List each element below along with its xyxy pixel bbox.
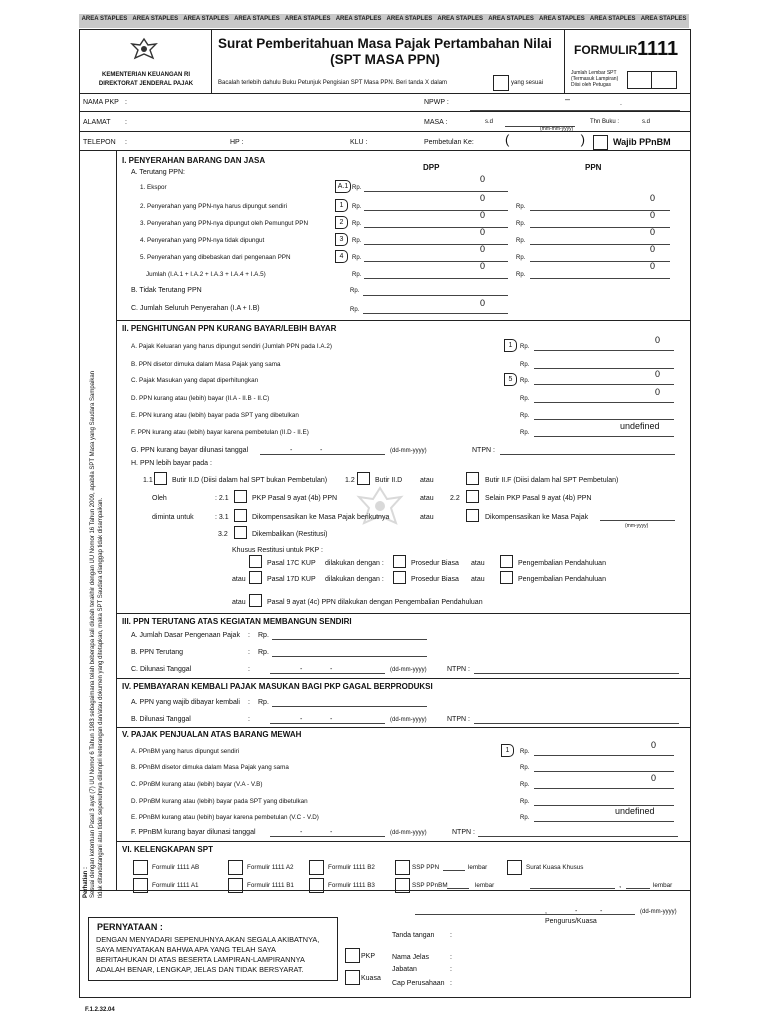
thn-buku-sd: s.d [642, 119, 651, 125]
s1-row-ppn-field[interactable] [530, 227, 670, 228]
s2-row-rp: Rp. [520, 378, 530, 384]
staples-labels [79, 16, 689, 26]
s6-lembar: lembar [475, 882, 495, 889]
footer-code: F.1.2.32.04 [85, 1007, 115, 1013]
staple-label: AREA STAPLES [488, 16, 534, 22]
s2-row-value: undefined [620, 421, 660, 431]
s4b-date[interactable] [270, 723, 385, 724]
s5-row-label: A. PPnBM yang harus dipungut sendiri [131, 748, 240, 755]
garuda-emblem-icon [130, 37, 158, 63]
s1-row-ppn-value: 0 [650, 193, 656, 203]
s6-extra-field[interactable] [530, 888, 615, 889]
c21-checkbox[interactable] [234, 490, 247, 503]
s2-row-label: C. Pajak Masukan yang dapat diperhitungkan [131, 377, 259, 384]
formulir-label: FORMULIR [574, 43, 638, 57]
wajib-ppnbm-checkbox[interactable] [593, 135, 608, 150]
s2-row-label: E. PPN kurang atau (lebih) bayar pada SPT yang dibetulkan [131, 412, 299, 419]
p9-checkbox[interactable] [249, 594, 262, 607]
watermark-emblem-icon [355, 484, 405, 534]
s6-label: Formulir 1111 B3 [328, 882, 375, 889]
s1c-field[interactable] [363, 313, 508, 314]
s1-row-dpp-field[interactable] [364, 227, 508, 228]
form-subtitle: (SPT MASA PPN) [330, 52, 440, 67]
s6-ssp-count[interactable] [443, 870, 465, 871]
s1-row-label: 1. Ekspor [140, 184, 167, 191]
s6-label: Formulir 1111 B1 [247, 882, 294, 889]
s2g-date[interactable] [260, 454, 385, 455]
s5-row-field[interactable] [534, 771, 674, 772]
c22-checkbox[interactable] [466, 490, 479, 503]
alamat-label: ALAMAT [83, 119, 111, 126]
s6-label: Formulir 1111 A2 [247, 864, 294, 871]
staple-label: AREA STAPLES [132, 16, 179, 22]
s1-row-ppn-value: 0 [650, 244, 656, 254]
s1-row-box: A.1 [335, 180, 351, 193]
alamat-field[interactable] [130, 113, 415, 127]
masa-label: MASA : [424, 119, 448, 126]
staple-label: AREA STAPLES [335, 16, 382, 22]
section-1-b: B. Tidak Terutang PPN [131, 287, 202, 294]
p17d-checkbox[interactable] [249, 571, 262, 584]
s6-label: Formulir 1111 A1 [152, 882, 199, 889]
s6-extra-comma: , [619, 880, 622, 889]
s1-row-rp-ppn: Rp. [516, 272, 526, 278]
staple-label: AREA STAPLES [437, 16, 484, 22]
s1-row-label: 4. Penyerahan yang PPN-nya tidak dipungut [140, 237, 265, 244]
s5-row-label: C. PPnBM kurang atau (lebih) bayar (V.A - V.B) [131, 781, 263, 788]
s1c-value: 0 [480, 298, 486, 308]
ppn-header: PPN [585, 163, 602, 172]
instruction-checkbox [493, 75, 509, 91]
s1-row-ppn-value: 0 [650, 210, 656, 220]
s6-checkbox[interactable] [309, 860, 324, 875]
s2-row-value: 0 [655, 369, 661, 379]
thn-buku-label: Thn Buku : [590, 119, 620, 125]
s6-label: Formulir 1111 B2 [328, 864, 375, 871]
s3c-date[interactable] [270, 673, 385, 674]
s6-extra-field-2[interactable] [626, 888, 650, 889]
s6-ssp-count[interactable] [447, 888, 469, 889]
s1-row-ppn-value: 0 [650, 261, 656, 271]
s6-lembar: lembar [468, 864, 488, 871]
form-number: 1111 [637, 38, 679, 60]
s5-row-rp: Rp. [520, 799, 530, 805]
s1-row-rp-ppn: Rp. [516, 238, 526, 244]
s2-row-field[interactable] [534, 350, 674, 351]
s2-row-box: 5 [504, 373, 517, 386]
s1-row-ppn-field[interactable] [530, 244, 670, 245]
side-note-perhatian: Perhatian : [83, 866, 89, 898]
p17c-prosedur-checkbox[interactable] [393, 555, 406, 568]
staple-label: AREA STAPLES [234, 16, 280, 22]
s2-row-field[interactable] [534, 419, 674, 420]
s1-row-box: 4 [335, 250, 348, 263]
pkp-checkbox[interactable] [345, 948, 360, 963]
s1-row-label: 5. Penyerahan yang dibebaskan dari pengenaan PPN [140, 254, 291, 261]
section-3-title: III. PPN TERUTANG ATAS KEGIATAN MEMBANGUN SENDIRI [122, 617, 352, 626]
s2-row-rp: Rp. [520, 344, 530, 350]
s5-row-field[interactable] [534, 821, 674, 822]
staple-label: AREA STAPLES [539, 16, 585, 22]
form-title: Surat Pemberitahuan Masa Pajak Pertambahan Nilai [218, 36, 552, 51]
section-2-g: G. PPN kurang bayar dilunasi tanggal [131, 447, 249, 454]
s1-row-label: 2. Penyerahan yang PPN-nya harus dipungut sendiri [140, 203, 288, 210]
s3a-field[interactable] [272, 639, 427, 640]
s1b-rp: Rp. [350, 288, 360, 294]
s1-row-label: 3. Penyerahan yang PPN-nya dipungut oleh Pemungut PPN [140, 220, 309, 227]
s2-row-value: 0 [655, 387, 661, 397]
instruction-text-2: yang sesuai [511, 80, 544, 86]
s6-extra-lembar: lembar [653, 882, 673, 889]
s1-row-dpp-field[interactable] [364, 261, 508, 262]
s5-ntpn-field[interactable] [478, 836, 678, 837]
s6-ssp-label: SSP PPnBM [412, 882, 448, 889]
s1c-rp: Rp. [350, 307, 360, 313]
nama-pkp-label: NAMA PKP [83, 99, 119, 106]
dpp-header: DPP [423, 163, 440, 172]
instruction-text: Bacalah terlebih dahulu Buku Petunjuk Pengisian SPT Masa PPN. Beri tanda X dalam [218, 80, 448, 86]
masa-sd-1: s.d [485, 119, 494, 125]
s2-row-box: 1 [504, 339, 517, 352]
s2-row-rp: Rp. [520, 430, 530, 436]
staple-label: AREA STAPLES [589, 16, 636, 22]
staple-label: AREA STAPLES [183, 16, 229, 22]
c31b-checkbox[interactable] [466, 509, 479, 522]
section-6-title: VI. KELENGKAPAN SPT [122, 845, 213, 854]
s5-row-rp: Rp. [520, 815, 530, 821]
pernyataan-title: PERNYATAAN : [97, 922, 163, 932]
section-2-h: H. PPN lebih bayar pada : [131, 460, 212, 467]
p17c-pengembalian-checkbox[interactable] [500, 555, 513, 568]
s1-row-rp-ppn: Rp. [516, 221, 526, 227]
hp-label: HP : [230, 139, 244, 146]
s5-row-field[interactable] [534, 788, 674, 789]
s1b-field[interactable] [363, 295, 508, 296]
s2g-date-format: (dd-mm-yyyy) [390, 448, 427, 454]
s1-row-rp: Rp. [352, 272, 362, 278]
s5-row-label: E. PPnBM kurang atau (lebih) bayar karena pembetulan (V.C - V.D) [131, 814, 319, 821]
s5-row-box: 1 [501, 744, 514, 757]
s1-row-dpp-value: 0 [480, 174, 486, 184]
s6-ssp-label: SSP PPN [412, 864, 440, 871]
s1-row-dpp-field[interactable] [364, 191, 508, 192]
wajib-ppnbm-label: Wajib PPnBM [613, 137, 671, 147]
section-1-c: C. Jumlah Seluruh Penyerahan (I.A + I.B) [131, 305, 260, 312]
s5-row-label: B. PPnBM disetor dimuka dalam Masa Pajak yang sama [131, 764, 289, 771]
s6-checkbox-kuasa[interactable] [507, 860, 522, 875]
s1-row-label: Jumlah (I.A.1 + I.A.2 + I.A.3 + I.A.4 + I.A.5) [146, 271, 266, 278]
diisi-petugas-label: Diisi oleh Petugas [571, 82, 612, 88]
s5-row-rp: Rp. [520, 765, 530, 771]
s5f-date[interactable] [270, 836, 385, 837]
klu-label: KLU : [350, 139, 368, 146]
c31-checkbox[interactable] [234, 509, 247, 522]
s5-row-label: D. PPnBM kurang atau (lebih) bayar pada SPT yang dibetulkan [131, 798, 308, 805]
side-note [80, 150, 116, 898]
masa-format: (mm-mm-yyyy) [540, 126, 574, 132]
section-1-a: A. Terutang PPN: [131, 169, 185, 176]
staple-label: AREA STAPLES [386, 16, 433, 22]
s1-row-rp: Rp. [352, 255, 362, 261]
staple-label: AREA STAPLES [284, 16, 331, 22]
s1-row-ppn-field[interactable] [530, 261, 670, 262]
ministry-name: KEMENTERIAN KEUANGAN RI [101, 72, 190, 78]
p17d-pengembalian-checkbox[interactable] [500, 571, 513, 584]
s1-row-dpp-field[interactable] [364, 278, 508, 279]
s3-ntpn-field[interactable] [474, 673, 679, 674]
s1-row-dpp-field[interactable] [364, 210, 508, 211]
pembetulan-label: Pembetulan Ke: [424, 139, 474, 146]
s1-row-dpp-value: 0 [480, 244, 486, 254]
s1-row-rp: Rp. [352, 221, 362, 227]
s1-row-rp: Rp. [352, 185, 362, 191]
telepon-label: TELEPON [83, 139, 116, 146]
s5-row-value: undefined [615, 806, 655, 816]
section-4-title: IV. PEMBAYARAN KEMBALI PAJAK MASUKAN BAGI PKP GAGAL BERPRODUKSI [122, 682, 433, 691]
s2-row-label: D. PPN kurang atau (lebih) bayar (II.A - II.B - II.C) [131, 395, 270, 402]
s5-row-value: 0 [651, 773, 657, 783]
side-note-line-2: tidak ditandatangani atau tidak sepenuhnya dilampiri keterangan dan/atau dokumen yang ditetapkan, maka SPT Saudara dianggap tidak disampaikan. [97, 497, 104, 898]
c31b-field[interactable] [600, 520, 675, 521]
s1-row-rp-ppn: Rp. [516, 255, 526, 261]
section-5-title: V. PAJAK PENJUALAN ATAS BARANG MEWAH [122, 730, 302, 739]
s4a-field[interactable] [272, 706, 427, 707]
s5-row-rp: Rp. [520, 782, 530, 788]
s1-row-box: 1 [335, 199, 348, 212]
p17c-checkbox[interactable] [249, 555, 262, 568]
s2g-ntpn-label: NTPN : [472, 447, 495, 454]
s2-row-rp: Rp. [520, 362, 530, 368]
s1-row-ppn-value: 0 [650, 227, 656, 237]
s2-row-label: F. PPN kurang atau (lebih) bayar karena pembetulan (II.D - II.E) [131, 429, 309, 436]
side-note-line-1: Sesuai dengan ketentuan Pasal 3 ayat (7) UU Nomor 6 Tahun 1983 sebagaimana telah beberapa kali diubah terakhir dengan UU Nomor 16 Tahun 2009, apabila SPT Masa yang Saudara Sampaikan [90, 370, 97, 898]
jumlah-lembar-label: Jumlah Lembar SPT [571, 70, 617, 76]
directorate-name: DIREKTORAT JENDERAL PAJAK [98, 81, 194, 87]
s1-row-ppn-field[interactable] [530, 210, 670, 211]
s5-row-field[interactable] [534, 755, 674, 756]
section-1-title: I. PENYERAHAN BARANG DAN JASA [122, 156, 266, 165]
npwp-field[interactable]: – . [565, 94, 622, 107]
s2-row-label: B. PPN disetor dimuka dalam Masa Pajak yang sama [131, 361, 281, 368]
s2g-ntpn-field[interactable] [500, 454, 675, 455]
h11-checkbox[interactable] [154, 472, 167, 485]
staple-label: AREA STAPLES [81, 16, 128, 22]
s2-row-field[interactable] [534, 384, 674, 385]
s2-row-rp: Rp. [520, 396, 530, 402]
s1-row-dpp-field[interactable] [364, 244, 508, 245]
s6-checkbox[interactable] [133, 860, 148, 875]
s4-ntpn-field[interactable] [474, 723, 679, 724]
s1-row-dpp-value: 0 [480, 261, 486, 271]
s6-checkbox-ssp[interactable] [395, 860, 410, 875]
s1-row-dpp-value: 0 [480, 227, 486, 237]
s5-row-value: 0 [651, 740, 657, 750]
s2-row-field[interactable] [534, 436, 674, 437]
termasuk-lampiran-label: (Termasuk Lampiran) [571, 76, 619, 82]
s1-row-box: 3 [335, 233, 348, 246]
s6-label: Formulir 1111 AB [152, 864, 200, 871]
s1-row-dpp-value: 0 [480, 193, 486, 203]
s1-row-dpp-value: 0 [480, 210, 486, 220]
s2-row-field[interactable] [534, 368, 674, 369]
s1-row-ppn-field[interactable] [530, 278, 670, 279]
s1-row-rp: Rp. [352, 204, 362, 210]
p17d-prosedur-checkbox[interactable] [393, 571, 406, 584]
s2-row-rp: Rp. [520, 413, 530, 419]
s5-row-rp: Rp. [520, 749, 530, 755]
s2-row-field[interactable] [534, 402, 674, 403]
s6-checkbox[interactable] [228, 860, 243, 875]
s1-row-rp-ppn: Rp. [516, 204, 526, 210]
npwp-label: NPWP : [424, 99, 449, 106]
s1-row-box: 2 [335, 216, 348, 229]
s2-row-value: 0 [655, 335, 661, 345]
section-2-title: II. PENGHITUNGAN PPN KURANG BAYAR/LEBIH BAYAR [122, 324, 337, 333]
c32-checkbox[interactable] [234, 526, 247, 539]
s1-row-rp: Rp. [352, 238, 362, 244]
s3b-field[interactable] [272, 656, 427, 657]
s2-row-label: A. Pajak Keluaran yang harus dipungut sendiri (Jumlah PPN pada I.A.2) [131, 343, 332, 350]
kuasa-checkbox[interactable] [345, 970, 360, 985]
staple-label: AREA STAPLES [640, 16, 687, 22]
pembetulan-field[interactable]: ( ) [505, 132, 585, 147]
h12-butir-f-checkbox[interactable] [466, 472, 479, 485]
s6-kuasa-label: Surat Kuasa Khusus [526, 864, 584, 871]
jumlah-lembar-box[interactable] [627, 71, 677, 89]
